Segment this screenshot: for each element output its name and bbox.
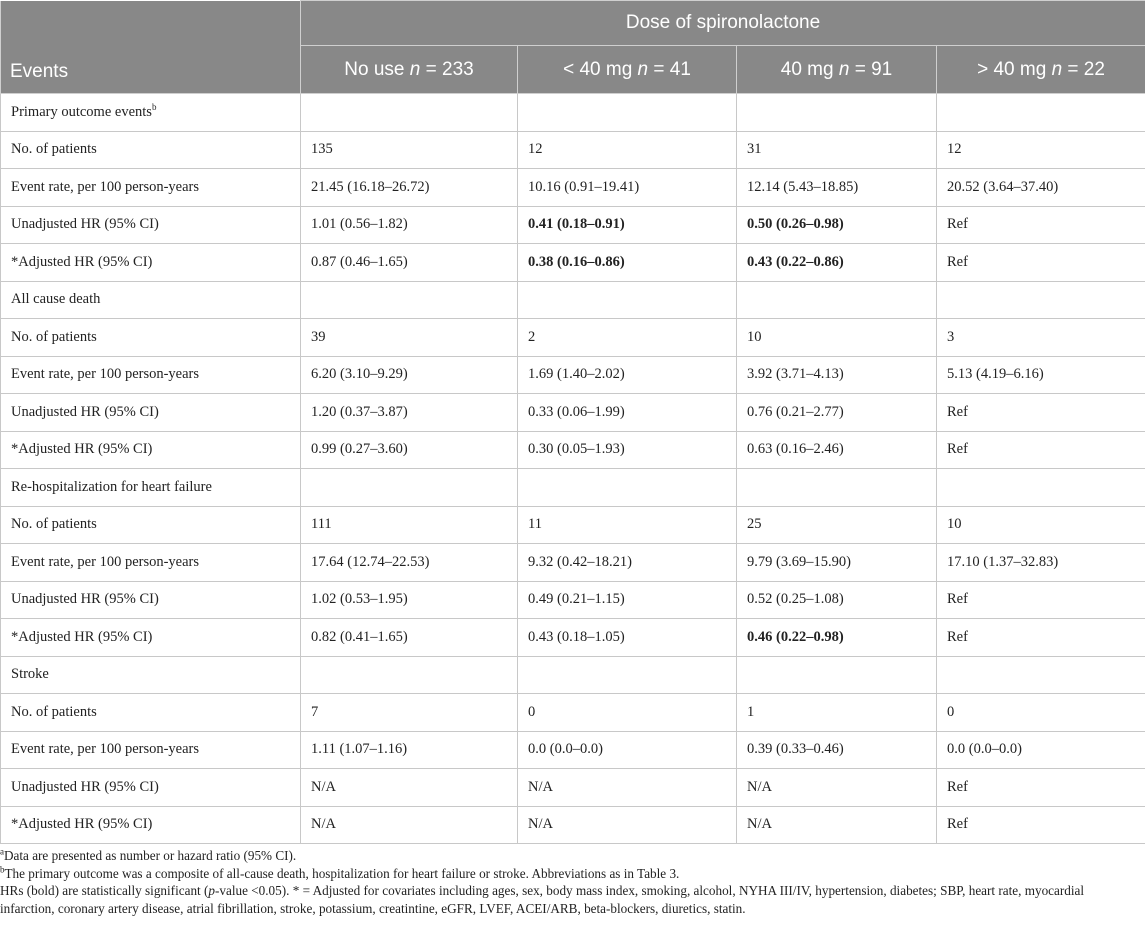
- table-row: [1, 356, 1145, 394]
- cell-over-40mg: Ref: [937, 806, 1145, 844]
- cell-40mg: [737, 469, 937, 507]
- cell-over-40mg: Ref: [937, 581, 1145, 619]
- cell-under-40mg: N/A: [518, 806, 737, 844]
- column-header-40mg: 40 mg n = 91: [737, 46, 937, 94]
- table-row: [1, 656, 1145, 694]
- cell-under-40mg: 10.16 (0.91–19.41): [518, 169, 737, 207]
- cell-under-40mg: 11: [518, 506, 737, 544]
- cell-40mg: 0.46 (0.22–0.98): [737, 619, 937, 657]
- cell-under-40mg: 2: [518, 319, 737, 357]
- cell-under-40mg: 0.43 (0.18–1.05): [518, 619, 737, 657]
- row-label: Unadjusted HR (95% CI): [1, 394, 301, 432]
- cell-no-use: [301, 94, 518, 132]
- cell-no-use: 1.01 (0.56–1.82): [301, 206, 518, 244]
- cell-over-40mg: 12: [937, 131, 1145, 169]
- row-label: No. of patients: [1, 131, 301, 169]
- row-label: Unadjusted HR (95% CI): [1, 769, 301, 807]
- cell-40mg: 0.76 (0.21–2.77): [737, 394, 937, 432]
- cell-no-use: 0.82 (0.41–1.65): [301, 619, 518, 657]
- row-label: Stroke: [1, 656, 301, 694]
- row-label: All cause death: [1, 281, 301, 319]
- cell-under-40mg: 0.30 (0.05–1.93): [518, 431, 737, 469]
- cell-no-use: 39: [301, 319, 518, 357]
- cell-40mg: 0.39 (0.33–0.46): [737, 731, 937, 769]
- table-row: [1, 131, 1145, 169]
- cell-no-use: [301, 469, 518, 507]
- row-label: *Adjusted HR (95% CI): [1, 619, 301, 657]
- row-label: No. of patients: [1, 694, 301, 732]
- cell-over-40mg: [937, 469, 1145, 507]
- cell-40mg: 3.92 (3.71–4.13): [737, 356, 937, 394]
- cell-over-40mg: 0: [937, 694, 1145, 732]
- table-row: [1, 731, 1145, 769]
- cell-no-use: 6.20 (3.10–9.29): [301, 356, 518, 394]
- cell-no-use: 21.45 (16.18–26.72): [301, 169, 518, 207]
- row-label: Event rate, per 100 person-years: [1, 356, 301, 394]
- cell-40mg: N/A: [737, 769, 937, 807]
- cell-no-use: 1.20 (0.37–3.87): [301, 394, 518, 432]
- table-row: [1, 94, 1145, 132]
- cell-under-40mg: 0.0 (0.0–0.0): [518, 731, 737, 769]
- cell-under-40mg: 0.49 (0.21–1.15): [518, 581, 737, 619]
- table-header: [1, 1, 1145, 94]
- cell-no-use: [301, 281, 518, 319]
- table-row: [1, 806, 1145, 844]
- cell-no-use: 135: [301, 131, 518, 169]
- table-row: [1, 169, 1145, 207]
- cell-40mg: [737, 94, 937, 132]
- cell-40mg: 25: [737, 506, 937, 544]
- cell-over-40mg: Ref: [937, 244, 1145, 282]
- cell-under-40mg: [518, 656, 737, 694]
- cell-no-use: N/A: [301, 806, 518, 844]
- cell-over-40mg: Ref: [937, 431, 1145, 469]
- footnote-a: $^a$Data are presented as number or hazard ratio (95% CI).: [0, 846, 297, 863]
- row-label: Event rate, per 100 person-years: [1, 731, 301, 769]
- column-header-no-use: No use n = 233: [301, 46, 518, 94]
- row-label: *Adjusted HR (95% CI): [1, 806, 301, 844]
- row-label: *Adjusted HR (95% CI): [1, 431, 301, 469]
- cell-40mg: 1: [737, 694, 937, 732]
- cell-40mg: N/A: [737, 806, 937, 844]
- cell-40mg: 0.63 (0.16–2.46): [737, 431, 937, 469]
- cell-40mg: 0.43 (0.22–0.86): [737, 244, 937, 282]
- cell-under-40mg: 9.32 (0.42–18.21): [518, 544, 737, 582]
- cell-no-use: 7: [301, 694, 518, 732]
- cell-over-40mg: 17.10 (1.37–32.83): [937, 544, 1145, 582]
- footnote-significance: HRs (bold) are statistically significant (p-value <0.05). * = Adjusted for covariates including ages, sex, body mass index, smoking, alcohol, NYHA III/IV, hypertension, diabetes; SBP, heart rate, myocardial infarction, coronary artery disease, atrial fibrillation, stroke, potassium, creatintine, eGFR, LVEF, ACEI/ARB, beta-blockers, diuretics, statin.: [0, 883, 1085, 916]
- cell-over-40mg: 20.52 (3.64–37.40): [937, 169, 1145, 207]
- cell-no-use: 111: [301, 506, 518, 544]
- cell-40mg: [737, 281, 937, 319]
- events-column-header: Events: [1, 1, 301, 94]
- cell-over-40mg: Ref: [937, 619, 1145, 657]
- table-row: [1, 694, 1145, 732]
- column-header-over-40mg: > 40 mg n = 22: [937, 46, 1145, 94]
- table-row: [1, 244, 1145, 282]
- cell-under-40mg: 12: [518, 131, 737, 169]
- cell-no-use: N/A: [301, 769, 518, 807]
- table-row: [1, 281, 1145, 319]
- table-body: [1, 94, 1145, 844]
- table-row: [1, 619, 1145, 657]
- table-row: [1, 431, 1145, 469]
- footnote-b: $^b$The primary outcome was a composite of all-cause death, hospitalization for heart failure or stroke. Abbreviations as in Table 3.: [0, 864, 680, 881]
- cell-under-40mg: 0: [518, 694, 737, 732]
- cell-over-40mg: Ref: [937, 769, 1145, 807]
- row-label: Unadjusted HR (95% CI): [1, 206, 301, 244]
- row-label: Re-hospitalization for heart failure: [1, 469, 301, 507]
- cell-under-40mg: 0.38 (0.16–0.86): [518, 244, 737, 282]
- cell-no-use: 0.99 (0.27–3.60): [301, 431, 518, 469]
- row-label: *Adjusted HR (95% CI): [1, 244, 301, 282]
- table-row: [1, 506, 1145, 544]
- column-header-under-40mg: < 40 mg n = 41: [518, 46, 737, 94]
- cell-over-40mg: Ref: [937, 206, 1145, 244]
- cell-under-40mg: 0.41 (0.18–0.91): [518, 206, 737, 244]
- cell-40mg: [737, 656, 937, 694]
- table-footnotes: [0, 847, 1140, 917]
- cell-over-40mg: 0.0 (0.0–0.0): [937, 731, 1145, 769]
- cell-under-40mg: [518, 469, 737, 507]
- cell-under-40mg: N/A: [518, 769, 737, 807]
- cell-no-use: [301, 656, 518, 694]
- table-row: [1, 581, 1145, 619]
- cell-40mg: 31: [737, 131, 937, 169]
- cell-over-40mg: [937, 281, 1145, 319]
- cell-over-40mg: 10: [937, 506, 1145, 544]
- table-row: [1, 469, 1145, 507]
- cell-40mg: 0.52 (0.25–1.08): [737, 581, 937, 619]
- row-label: No. of patients: [1, 319, 301, 357]
- cell-over-40mg: 5.13 (4.19–6.16): [937, 356, 1145, 394]
- cell-over-40mg: [937, 94, 1145, 132]
- cell-over-40mg: [937, 656, 1145, 694]
- cell-no-use: 17.64 (12.74–22.53): [301, 544, 518, 582]
- cell-under-40mg: 1.69 (1.40–2.02): [518, 356, 737, 394]
- row-label: Unadjusted HR (95% CI): [1, 581, 301, 619]
- row-label: Primary outcome events$^b$: [1, 94, 301, 132]
- cell-over-40mg: Ref: [937, 394, 1145, 432]
- table-row: [1, 544, 1145, 582]
- cell-40mg: 9.79 (3.69–15.90): [737, 544, 937, 582]
- cell-no-use: 1.11 (1.07–1.16): [301, 731, 518, 769]
- table-row: [1, 394, 1145, 432]
- cell-40mg: 12.14 (5.43–18.85): [737, 169, 937, 207]
- row-label: No. of patients: [1, 506, 301, 544]
- cell-40mg: 10: [737, 319, 937, 357]
- cell-under-40mg: 0.33 (0.06–1.99): [518, 394, 737, 432]
- table-row: [1, 769, 1145, 807]
- dose-group-header: Dose of spironolactone: [301, 1, 1145, 46]
- table-row: [1, 206, 1145, 244]
- row-label: Event rate, per 100 person-years: [1, 544, 301, 582]
- cell-no-use: 0.87 (0.46–1.65): [301, 244, 518, 282]
- cell-under-40mg: [518, 94, 737, 132]
- cell-40mg: 0.50 (0.26–0.98): [737, 206, 937, 244]
- cell-no-use: 1.02 (0.53–1.95): [301, 581, 518, 619]
- cell-over-40mg: 3: [937, 319, 1145, 357]
- cell-under-40mg: [518, 281, 737, 319]
- row-label: Event rate, per 100 person-years: [1, 169, 301, 207]
- table-row: [1, 319, 1145, 357]
